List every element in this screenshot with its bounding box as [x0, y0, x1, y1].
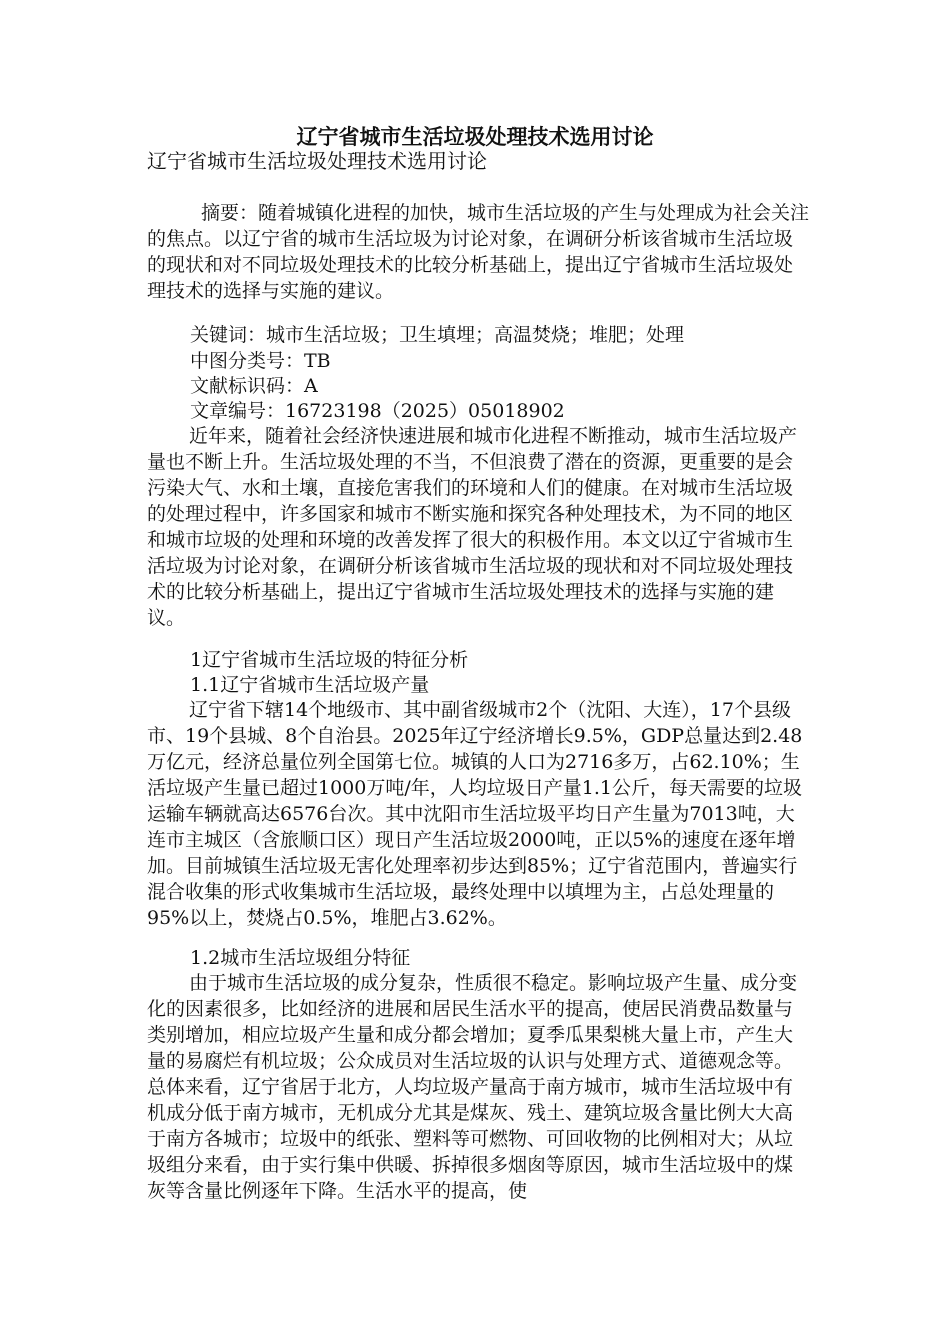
section-heading-1-1: 1.1辽宁省城市生活垃圾产量 — [190, 674, 430, 696]
section-heading-1-2: 1.2城市生活垃圾组分特征 — [190, 947, 411, 969]
paragraph-1-2: 由于城市生活垃圾的成分复杂，性质很不稳定。影响垃圾产生量、成分变化的因素很多，比如经济的进展和居民生活水平的提高，使居民消费品数量与类别增加，相应垃圾产生量和成分都会增加；夏季瓜果梨桃大量上市，产生大量的易腐烂有机垃圾；公众成员对生活垃圾的认识与处理方式、道德观念等。总体来看，辽宁省居于北方，人均垃圾产量高于南方城市，城市生活垃圾中有机成分低于南方城市，无机成分尤其是煤灰、残土、建筑垃圾含量比例大大高于南方各城市；垃圾中的纸张、塑料等可燃物、可回收物的比例相对大；从垃圾组分来看，由于实行集中供暖、拆掉很多烟囱等原因，城市生活垃圾中的煤灰等含量比例逐年下降。生活水平的提高，使 — [147, 972, 798, 1202]
abstract-paragraph: 摘要：随着城镇化进程的加快，城市生活垃圾的产生与处理成为社会关注的焦点。以辽宁省的城市生活垃圾为讨论对象，在调研分析该省城市生活垃圾的现状和对不同垃圾处理技术的比较分析基础上，提出辽宁省城市生活垃圾处理技术的选择与实施的建议。 — [147, 202, 810, 302]
article-number-line: 文章编号：16723198（2025）05018902 — [190, 400, 565, 422]
document-subtitle: 辽宁省城市生活垃圾处理技术选用讨论 — [147, 149, 487, 173]
keywords-line: 关键词：城市生活垃圾；卫生填埋；高温焚烧；堆肥；处理 — [190, 324, 685, 346]
section-heading-1: 1辽宁省城市生活垃圾的特征分析 — [190, 649, 469, 671]
paragraph-1-1: 辽宁省下辖14个地级市、其中副省级城市2个（沈阳、大连），17个县级市、19个县城、8个自治县。2025年辽宁经济增长9.5%，GDP总量达到2.48万亿元，经济总量位列全国第七位。城镇的人口为2716多万，占62.10%；生活垃圾产生量已超过1000万吨/年，人均垃圾日产量1.1公斤，每天需要的垃圾运输车辆就高达6576台次。其中沈阳市生活垃圾平均日产生量为7013吨，大连市主城区（含旅顺口区）现日产生活垃圾2000吨，正以5%的速度在逐年增加。目前城镇生活垃圾无害化处理率初步达到85%；辽宁省范围内，普遍实行混合收集的形式收集城市生活垃圾，最终处理中以填埋为主，占总处理量的95%以上，焚烧占0.5%，堆肥占3.62%。 — [147, 699, 803, 929]
document-title: 辽宁省城市生活垃圾处理技术选用讨论 — [296, 124, 654, 149]
doc-code-line: 文献标识码：A — [190, 375, 318, 397]
clc-line: 中图分类号：TB — [190, 350, 331, 372]
intro-paragraph: 近年来，随着社会经济快速进展和城市化进程不断推动，城市生活垃圾产量也不断上升。生活垃圾处理的不当，不但浪费了潜在的资源，更重要的是会污染大气、水和土壤，直接危害我们的环境和人们的健康。在对城市生活垃圾的处理过程中，许多国家和城市不断实施和探究各种处理技术，为不同的地区和城市垃圾的处理和环境的改善发挥了很大的积极作用。本文以辽宁省城市生活垃圾为讨论对象，在调研分析该省城市生活垃圾的现状和对不同垃圾处理技术的比较分析基础上，提出辽宁省城市生活垃圾处理技术的选择与实施的建议。 — [147, 425, 798, 629]
